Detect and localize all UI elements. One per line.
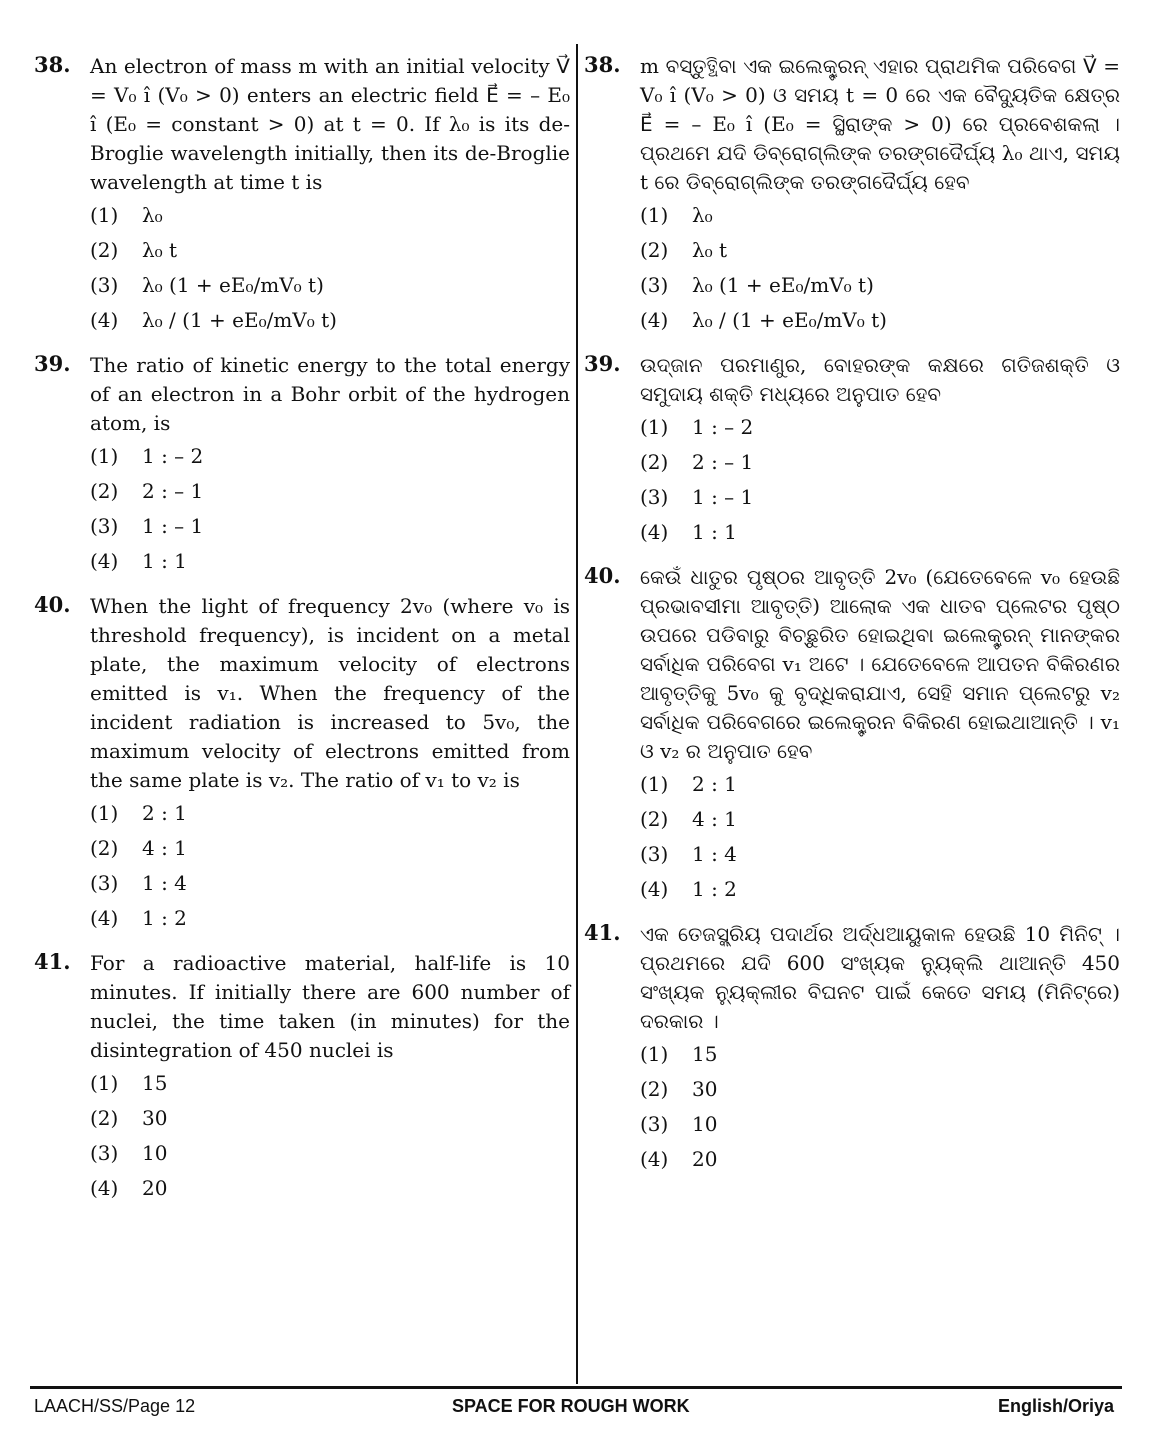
option-3: (3) 1 : 4 (640, 841, 737, 866)
question-text: The ratio of kinetic energy to the total energy of an electron in a Bohr orbit of the hydrogen atom, is (90, 353, 570, 435)
rough-work-label: SPACE FOR ROUGH WORK (452, 1396, 690, 1416)
option-2: (2) λ₀ t (640, 237, 728, 262)
option-3: (3) 1 : 4 (90, 870, 187, 895)
question-text: For a radioactive material, half-life is 10 minutes. If initially there are 600 number of nuclei, the time taken (in minutes) for the disintegration of 450 nuclei is (90, 951, 570, 1062)
question-38 (34, 52, 570, 337)
option-3: (3) 10 (640, 1111, 718, 1136)
option-4: (4) 1 : 1 (90, 548, 187, 573)
question-number: 41. (34, 949, 71, 974)
question-number: 39. (34, 351, 71, 376)
option-4: (4) λ₀ / (1 + eE₀/mV₀ t) (90, 307, 337, 332)
option-4: (4) 1 : 1 (640, 519, 737, 544)
question-number: 38. (34, 52, 71, 77)
option-1: (1) 1 : – 2 (90, 443, 204, 468)
question-38 (584, 52, 1120, 337)
option-2: (2) 2 : – 1 (640, 449, 754, 474)
question-text: କେଉଁ ଧାତୁର ପୃଷ୍ଠର ଆବୃତ୍ତି 2v₀ (ଯେତେବେଳେ v₀ ହେଉଛି ପ୍ରଭାବସୀମା ଆବୃତ୍ତି) ଆଲୋକ ଏକ ଧାତବ ପ୍ଲେଟର ପୃଷ୍ଠ ଉପରେ ପଡିବାରୁ ବିଚ୍ଛୁରିତ ହୋଇଥିବା ଇଲେକ୍ଟ୍ରନ୍ ମାନଙ୍କର ସର୍ବାଧିକ ପରିବେଗ v₁ ଅଟେ । ଯେତେବେଳେ ଆପତନ ବିକିରଣର ଆବୃତ୍ତିକୁ 5v₀ କୁ ବୃଦ୍ଧିକରାଯାଏ, ସେହି ସମାନ ପ୍ଲେଟରୁ v₂ ସର୍ବାଧିକ ପରିବେଗରେ ଇଲେକ୍ଟ୍ରନ ବିକିରଣ ହୋଇଥାଆନ୍ତି । v₁ ଓ v₂ ର ଅନୁପାତ ହେବ (640, 565, 1120, 763)
option-1: (1) 2 : 1 (640, 771, 737, 796)
question-text: ଉଦ୍ଜାନ ପରମାଣୁର, ବୋହରଙ୍କ କକ୍ଷରେ ଗତିଜଶକ୍ତି ଓ ସମୁଦାୟ ଶକ୍ତି ମଧ୍ୟରେ ଅନୁପାତ ହେବ (640, 353, 1120, 406)
option-1: (1) 15 (640, 1041, 718, 1066)
question-number: 39. (584, 351, 621, 376)
question-text: When the light of frequency 2v₀ (where v₀ is threshold frequency), is incident on a metal plate, the maximum velocity of electrons emitted is v₁. When the frequency of the incident radiation is increased to 5v₀, the maximum velocity of electrons emitted from the same plate is v₂. The ratio of v₁ to v₂ is (90, 594, 570, 792)
question-number: 40. (34, 592, 71, 617)
option-3: (3) 1 : – 1 (90, 513, 204, 538)
oriya-column (584, 52, 1120, 1190)
option-3: (3) λ₀ (1 + eE₀/mV₀ t) (640, 272, 874, 297)
question-41 (34, 949, 570, 1205)
option-3: (3) 10 (90, 1140, 168, 1165)
option-2: (2) 2 : – 1 (90, 478, 204, 503)
option-2: (2) 4 : 1 (90, 835, 187, 860)
option-4: (4) 20 (640, 1146, 718, 1171)
option-4: (4) 1 : 2 (640, 876, 737, 901)
option-2: (2) λ₀ t (90, 237, 178, 262)
question-text: m ବସ୍ତୁତ୍ଥିବା ଏକ ଇଲେକ୍ଟ୍ରନ୍ ଏହାର ପ୍ରାଥମିକ ପରିବେଗ V⃗ = V₀ î (V₀ > 0) ଓ ସମୟ t = 0 ରେ ଏକ ବୈଦ୍ୟୁତିକ କ୍ଷେତ୍ର E⃗ = – E₀ î (E₀ = ସ୍ଥିରାଙ୍କ > 0) ରେ ପ୍ରବେଶକଲା । ପ୍ରଥମେ ଯଦି ଡିବ୍ରୋଗ୍ଲିଙ୍କ ତରଙ୍ଗଦୈର୍ଘ୍ୟ λ₀ ଥାଏ, ସମୟ t ରେ ଡିବ୍ରୋଗ୍ଲିଙ୍କ ତରଙ୍ଗଦୈର୍ଘ୍ୟ ହେବ (640, 54, 1120, 194)
column-divider (576, 44, 578, 1384)
question-41 (584, 920, 1120, 1176)
language-label: English/Oriya (998, 1396, 1115, 1416)
option-3: (3) 1 : – 1 (640, 484, 754, 509)
page-code: LAACH/SS/Page 12 (34, 1396, 196, 1416)
option-2: (2) 4 : 1 (640, 806, 737, 831)
footer-rule (30, 1386, 1122, 1389)
question-39 (34, 351, 570, 578)
question-40 (584, 563, 1120, 906)
option-1: (1) λ₀ (640, 202, 713, 227)
option-1: (1) 1 : – 2 (640, 414, 754, 439)
option-1: (1) λ₀ (90, 202, 163, 227)
option-2: (2) 30 (640, 1076, 718, 1101)
option-4: (4) λ₀ / (1 + eE₀/mV₀ t) (640, 307, 887, 332)
question-number: 38. (584, 52, 621, 77)
question-text: ଏକ ତେଜସ୍କ୍ରିୟ ପଦାର୍ଥର ଅର୍ଦ୍ଧଆୟୁକାଳ ହେଉଛି 10 ମିନିଟ୍ । ପ୍ରଥମରେ ଯଦି 600 ସଂଖ୍ୟକ ନ୍ୟୁକ୍ଲି ଥାଆନ୍ତି 450 ସଂଖ୍ୟକ ନ୍ୟୁକ୍ଲୀର ବିଘନଟ ପାଇଁ କେତେ ସମୟ (ମିନିଟ୍‌ରେ) ଦରକାର । (640, 922, 1120, 1033)
option-4: (4) 20 (90, 1175, 168, 1200)
option-1: (1) 15 (90, 1070, 168, 1095)
english-column (34, 52, 570, 1219)
option-2: (2) 30 (90, 1105, 168, 1130)
option-3: (3) λ₀ (1 + eE₀/mV₀ t) (90, 272, 324, 297)
question-number: 40. (584, 563, 621, 588)
option-4: (4) 1 : 2 (90, 905, 187, 930)
question-40 (34, 592, 570, 935)
question-text: An electron of mass m with an initial velocity V⃗ = V₀ î (V₀ > 0) enters an electric field E⃗ = – E₀ î (E₀ = constant > 0) at t = 0. If λ₀ is its de-Broglie wavelength initially, then its de-Broglie wavelength at time t is (90, 54, 570, 194)
question-number: 41. (584, 920, 621, 945)
option-1: (1) 2 : 1 (90, 800, 187, 825)
question-39 (584, 351, 1120, 549)
